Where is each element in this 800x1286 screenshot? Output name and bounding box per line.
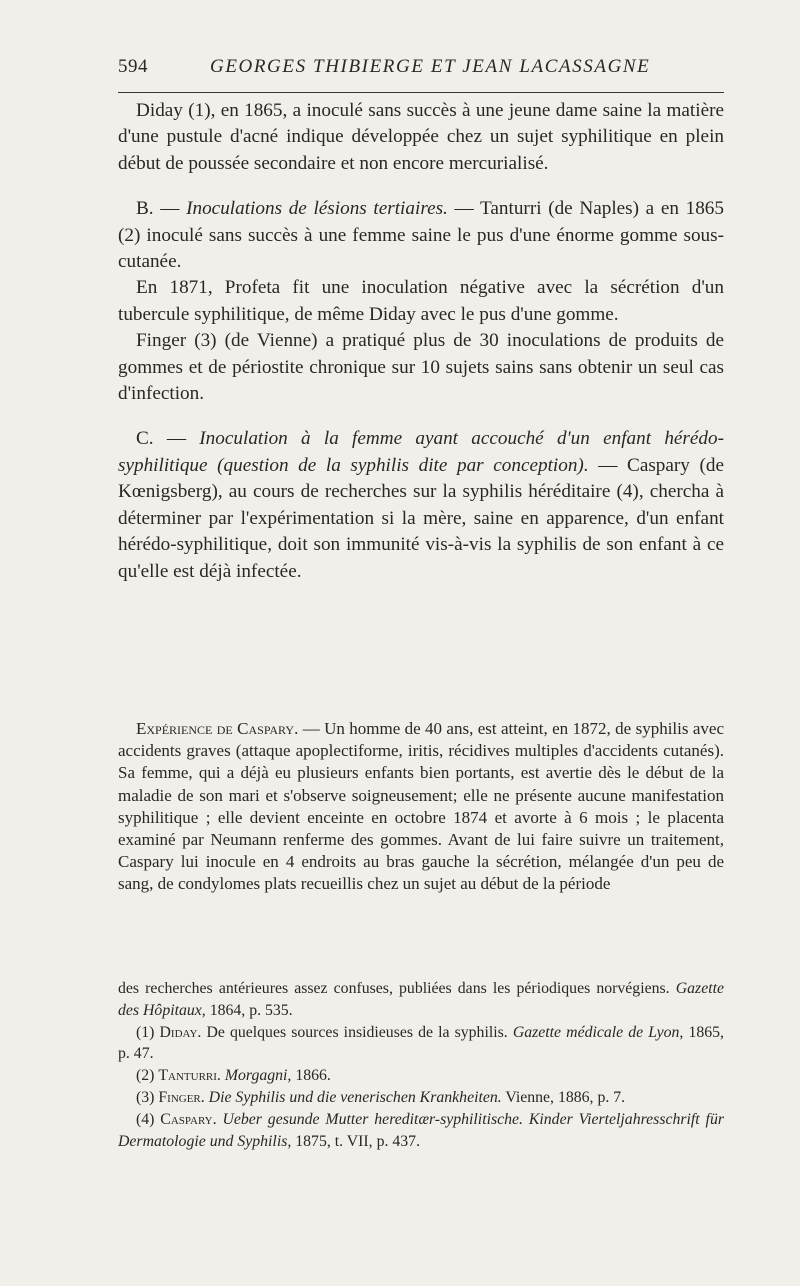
section-c-text: — Caspary (de Kœnigsberg), au cours de recherches sur la syphilis héréditaire (4), chercha à déterminer par l'expérimentation si la mère, saine en apparence, d'un enfant hérédo-syphilitique, doit son immunité vis-à-vis la syphilis de son enfant à ce qu'elle est déjà infectée. xyxy=(118,454,724,582)
footnote-1 xyxy=(118,1022,724,1066)
footnote-4 xyxy=(118,1109,724,1153)
footnote-2-author: Tanturri. xyxy=(158,1067,221,1085)
footnote-1-author: Diday. xyxy=(159,1023,202,1041)
footnote-3-author: Finger. xyxy=(158,1088,205,1106)
section-b-text: — Tanturri (de Naples) a en 1865 (2) inoculé sans succès à une femme saine le pus d'une énorme gomme sous-cutanée. xyxy=(118,198,724,273)
footnote-2-ref: 1866. xyxy=(291,1067,331,1085)
footnote-3-number: (3) xyxy=(136,1088,159,1106)
footnote-1-number: (1) xyxy=(136,1023,160,1041)
experience-block xyxy=(118,718,724,896)
footnote-2 xyxy=(118,1065,724,1087)
section-c-title: Inoculation à la femme ayant accouché d'un enfant hérédo-syphilitique (question de la syphilis dite par conception). xyxy=(118,428,724,476)
main-text xyxy=(118,98,724,585)
experience-text: — Un homme de 40 ans, est atteint, en 1872, de syphilis avec accidents graves (attaque apoplectiforme, iritis, récidives multiples d'accidents cutanés). Sa femme, qui a déjà eu plusieurs enfants bien portants, est avertie dès le début de la maladie de son mari et s'observe soigneusement; elle ne présente aucune manifestation syphilitique ; elle devient enceinte en octobre 1874 et avorte à 6 mois ; le placenta examiné par Neumann renferme des gommes. Avant de lui faire suivre un traitement, Caspary lui inocule en 4 endroits au bras gauche la sécrétion, mélangée d'un peu de sang, de condylomes plats recueillis chez un sujet au début de la période xyxy=(118,719,724,894)
footnote-continuation xyxy=(118,978,724,1022)
paragraph-section-b xyxy=(118,196,724,275)
page-number: 594 xyxy=(118,56,148,77)
footnote-3-title: Die Syphilis und die venerischen Krankheiten. xyxy=(204,1088,502,1106)
paragraph-experience xyxy=(118,718,724,896)
footnote-4-number: (4) xyxy=(136,1110,161,1128)
footnote-4-title: Ueber gesunde Mutter hereditær-syphilitische. Kinder Vierteljahresschrift für Dermatologie und Syphilis, xyxy=(118,1110,724,1150)
footnote-3-ref: Vienne, 1886, p. 7. xyxy=(501,1088,626,1106)
footnote-3 xyxy=(118,1087,724,1109)
footnote-1-ref: 1865, p. 47. xyxy=(118,1023,724,1063)
experience-label: Expérience de Caspary. xyxy=(136,719,299,738)
header-rule xyxy=(118,92,724,93)
paragraph-section-c xyxy=(118,426,724,584)
paragraph-diday: Diday (1), en 1865, a inoculé sans succès à une jeune dame saine la matière d'une pustule d'acné indique développée chez un sujet syphilitique en plein début de poussée secondaire et non encore mercurialisé. xyxy=(118,100,724,174)
footnote-continuation-text: des recherches antérieures assez confuses, publiées dans les périodiques norvégiens. xyxy=(118,980,676,997)
footnote-1-text: De quelques sources insidieuses de la syphilis. xyxy=(201,1023,513,1041)
paragraph-finger: Finger (3) (de Vienne) a pratiqué plus de 30 inoculations de produits de gommes et de périostite chronique sur 10 sujets sains sans obtenir un seul cas d'infection. xyxy=(118,330,724,405)
footnote-4-ref: 1875, t. VII, p. 437. xyxy=(291,1132,421,1150)
paragraph-profeta: En 1871, Profeta fit une inoculation négative avec la sécrétion d'un tubercule syphilitique, de même Diday avec le pus d'une gomme. xyxy=(118,277,724,325)
running-head: GEORGES THIBIERGE ET JEAN LACASSAGNE xyxy=(210,56,651,77)
footnote-continuation-journal: Gazette des Hôpitaux, xyxy=(118,980,724,1019)
footnotes xyxy=(118,978,724,1152)
section-b-title: Inoculations de lésions tertiaires. xyxy=(186,198,448,220)
footnote-4-author: Caspary. xyxy=(160,1110,217,1128)
page-header xyxy=(118,56,724,82)
footnote-2-journal: Morgagni, xyxy=(220,1067,292,1085)
section-c-label: C. — xyxy=(136,428,200,450)
footnote-2-number: (2) xyxy=(136,1067,159,1085)
footnote-continuation-ref: 1864, p. 535. xyxy=(205,1001,293,1019)
footnote-1-journal: Gazette médicale de Lyon, xyxy=(512,1023,684,1041)
section-b-label: B. — xyxy=(136,198,187,220)
